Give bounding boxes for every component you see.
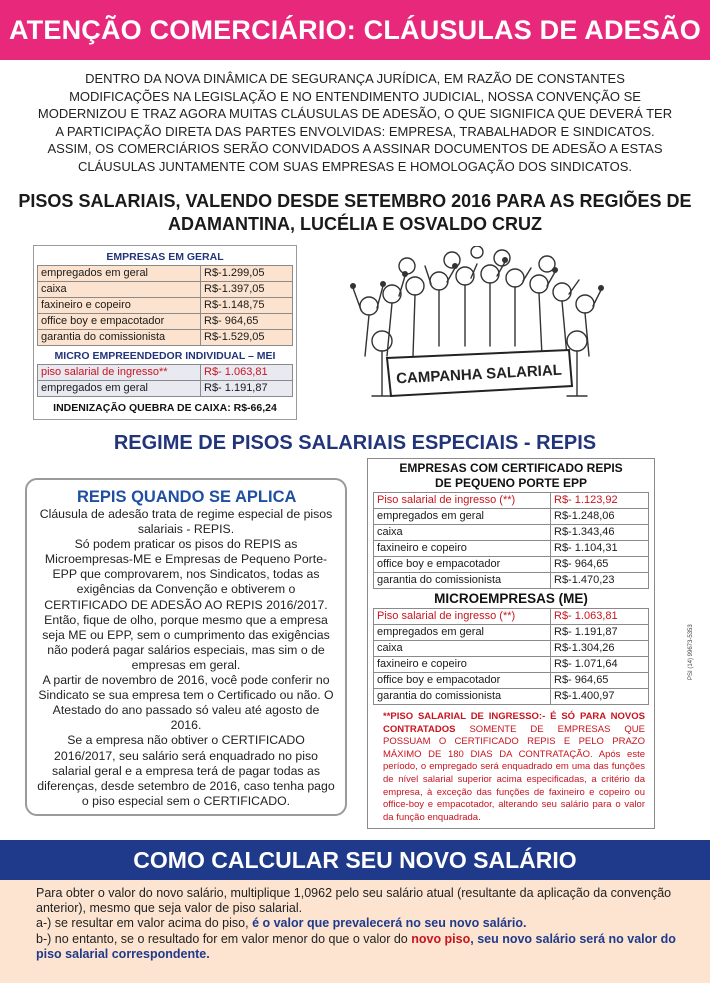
intro-line: MODIFICAÇÕES NA LEGISLAÇÃO E NO ENTENDIMENTO JUDICIAL, NOSSA CONVENÇÃO SE bbox=[69, 88, 641, 104]
row-value: R$- 964,65 bbox=[551, 557, 649, 573]
row-label: Piso salarial de ingresso (**) bbox=[374, 493, 551, 509]
row-label: empregados em geral bbox=[374, 509, 551, 525]
table-row bbox=[38, 298, 293, 314]
row-label: caixa bbox=[374, 641, 551, 657]
intro-line: A PARTICIPAÇÃO DIRETA DAS PARTES ENVOLVIDAS: EMPRESA, TRABALHADOR E SINDICATOS. bbox=[55, 123, 655, 139]
cartoon-banner-text: CAMPANHA SALARIAL bbox=[395, 361, 563, 388]
empresas-geral-table bbox=[37, 265, 293, 346]
row-label: Piso salarial de ingresso (**) bbox=[374, 609, 551, 625]
row-value: R$- 964,65 bbox=[551, 673, 649, 689]
calc-b-prefix: b-) no entanto, se o resultado for em valor menor do que o valor do bbox=[36, 931, 412, 946]
row-value: R$-1.397,05 bbox=[201, 282, 293, 298]
repis-heading: REGIME DE PISOS SALARIAIS ESPECIAIS - REPIS bbox=[113, 432, 597, 454]
row-label: office boy e empacotador bbox=[38, 314, 201, 330]
intro-line: MODERNIZOU E TRAZ AGORA MUITAS CLÁUSULAS DE ADESÃO, O QUE SIGNIFICA QUE DEVERÁ TER bbox=[37, 106, 673, 122]
table-row bbox=[38, 365, 293, 381]
table-row bbox=[374, 609, 649, 625]
epp-title-line: DE PEQUENO PORTE EPP bbox=[434, 476, 588, 490]
row-value: R$-1.400,97 bbox=[551, 689, 649, 705]
indenizacao-text: INDENIZAÇÃO QUEBRA DE CAIXA: R$-66,24 bbox=[53, 402, 277, 414]
row-label: caixa bbox=[38, 282, 201, 298]
intro-line: DENTRO DA NOVA DINÂMICA DE SEGURANÇA JURÍDICA, EM RAZÃO DE CONSTANTES bbox=[85, 71, 625, 86]
repis-paragraph: Se a empresa não obtiver o CERTIFICADO 2016/2017, seu salário será enquadrado no piso salarial geral e a empresa terá de pagar todas as diferenças, desde setembro de 2016, caso tenha pago o piso especial sem o CERTIFICADO. bbox=[37, 733, 335, 808]
intro-line: CLÁUSULAS JUNTAMENTE COM SUAS EMPRESAS E HOMOLOGAÇÃO DOS SINDICATOS. bbox=[77, 158, 633, 174]
mei-table bbox=[37, 364, 293, 397]
table-row bbox=[374, 509, 649, 525]
empresas-geral-title: EMPRESAS EM GERAL bbox=[106, 251, 224, 263]
table-row bbox=[374, 625, 649, 641]
row-label: faxineiro e copeiro bbox=[374, 541, 551, 557]
repis-paragraph: Cláusula de adesão trata de regime especial de pisos salariais - REPIS. bbox=[39, 507, 333, 537]
table-row bbox=[374, 689, 649, 705]
calc-title: COMO CALCULAR SEU NOVO SALÁRIO bbox=[133, 846, 577, 873]
table-row bbox=[38, 282, 293, 298]
row-value: R$-1.343,46 bbox=[551, 525, 649, 541]
certificado-repis-box bbox=[367, 458, 655, 829]
row-label: garantia do comissionista bbox=[374, 689, 551, 705]
table-row bbox=[38, 381, 293, 397]
row-value: R$- 1.191,87 bbox=[551, 625, 649, 641]
row-value: R$-1.470,23 bbox=[551, 573, 649, 589]
row-label: faxineiro e copeiro bbox=[374, 657, 551, 673]
row-value: R$- 1.063,81 bbox=[201, 365, 293, 381]
repis-paragraph: Então, fique de olho, porque mesmo que a empresa seja ME ou EPP, sem o cumprimento das exigências não poderá pagar salários especiais, mas sim o de empresas em geral. bbox=[42, 612, 330, 672]
calc-banner bbox=[0, 840, 710, 880]
intro-line: ASSIM, OS COMERCIÁRIOS SERÃO CONVIDADOS A ASSINAR DOCUMENTOS DE ADESÃO A ESTAS bbox=[47, 141, 663, 157]
row-label: garantia do comissionista bbox=[38, 330, 201, 346]
row-label: office boy e empacotador bbox=[374, 557, 551, 573]
row-value: R$- 1.104,31 bbox=[551, 541, 649, 557]
note-bold: **PISO SALARIAL DE INGRESSO:- É SÓ PARA NOVOS CONTRATADOS bbox=[383, 711, 645, 735]
calc-b-bold: , seu novo salário será no valor do piso salarial correspondente. bbox=[36, 931, 676, 961]
table-row bbox=[374, 493, 649, 509]
row-label: faxineiro e copeiro bbox=[38, 298, 201, 314]
row-value: R$- 964,65 bbox=[201, 314, 293, 330]
repis-paragraph: A partir de novembro de 2016, você pode conferir no Sindicato se sua empresa tem o Certificado ou não. O Atestado do ano passado só valeu até agosto de 2016. bbox=[38, 673, 334, 733]
row-value: R$- 1.191,87 bbox=[201, 381, 293, 397]
epp-title-line: EMPRESAS COM CERTIFICADO REPIS bbox=[399, 461, 623, 475]
epp-table bbox=[373, 492, 649, 589]
row-label: office boy e empacotador bbox=[374, 673, 551, 689]
calc-option-b bbox=[18, 932, 688, 962]
calc-b-red: novo piso bbox=[411, 931, 471, 946]
campanha-salarial-cartoon bbox=[347, 246, 609, 418]
row-label: empregados em geral bbox=[38, 381, 201, 397]
calc-line: Para obter o valor do novo salário, multiplique 1,0962 pelo seu salário atual (resultante da aplicação da convenção anterior), mesmo que seja valor de piso salarial. bbox=[36, 886, 672, 916]
calc-instructions bbox=[0, 880, 710, 983]
calc-a-prefix: a-) se resultar em valor acima do piso, bbox=[36, 916, 253, 931]
row-label: empregados em geral bbox=[374, 625, 551, 641]
row-value: R$-1.299,05 bbox=[201, 266, 293, 282]
piso-ingresso-note bbox=[383, 711, 645, 824]
row-value: R$- 1.123,92 bbox=[551, 493, 649, 509]
row-value: R$-1.529,05 bbox=[201, 330, 293, 346]
row-value: R$- 1.071,64 bbox=[551, 657, 649, 673]
calc-a-bold: é o valor que prevalecerá no seu novo salário. bbox=[252, 916, 527, 931]
repis-box-title: REPIS QUANDO SE APLICA bbox=[77, 488, 297, 506]
row-value: R$-1.148,75 bbox=[201, 298, 293, 314]
row-label: empregados em geral bbox=[38, 266, 201, 282]
side-credit-text: PSI (14) 99673-5353 bbox=[688, 624, 694, 680]
row-label: caixa bbox=[374, 525, 551, 541]
repis-info-box bbox=[25, 478, 347, 816]
intro-text bbox=[16, 70, 694, 176]
table-row bbox=[374, 541, 649, 557]
note-text: SOMENTE DE EMPRESAS QUE POSSUAM O CERTIFICADO REPIS E PELO PRAZO MÁXIMO DE 180 DIAS DA CONTRATAÇÃO. Após este período, o empregado será enquadrado em uma das funções de nível salarial superior acima especificadas, a critério da empresa, à exceção das funções de faxineiro e copeiro ou office-boy e empacotador, alterando seu salário para o valor da função enquadrada. bbox=[383, 723, 645, 823]
row-label: piso salarial de ingresso** bbox=[38, 365, 201, 381]
table-row bbox=[374, 657, 649, 673]
pisos-heading bbox=[10, 190, 700, 236]
row-value: R$-1.248,06 bbox=[551, 509, 649, 525]
row-label: garantia do comissionista bbox=[374, 573, 551, 589]
page-title: ATENÇÃO COMERCIÁRIO: CLÁUSULAS DE ADESÃO bbox=[8, 14, 701, 45]
pisos-heading-line: ADAMANTINA, LUCÉLIA E OSVALDO CRUZ bbox=[168, 214, 542, 234]
table-row bbox=[38, 314, 293, 330]
table-row bbox=[374, 525, 649, 541]
table-row bbox=[38, 330, 293, 346]
me-title: MICROEMPRESAS (ME) bbox=[434, 591, 588, 606]
side-credit bbox=[688, 610, 698, 680]
calc-option-a bbox=[18, 916, 688, 931]
repis-paragraph: Só podem praticar os pisos do REPIS as Microempresas-ME e Empresas de Pequeno Porte-EPP que comprovarem, nos Sindicatos, todas as exigências da Convenção e obtiverem o CERTIFICADO DE ADESÃO AO REPIS 2016/2017. bbox=[44, 537, 328, 612]
table-row bbox=[374, 673, 649, 689]
pisos-heading-line: PISOS SALARIAIS, VALENDO DESDE SETEMBRO 2016 PARA AS REGIÕES DE bbox=[18, 191, 692, 211]
empresas-geral-box bbox=[33, 245, 297, 420]
table-row bbox=[374, 573, 649, 589]
table-row bbox=[374, 641, 649, 657]
row-value: R$- 1.063,81 bbox=[551, 609, 649, 625]
table-row bbox=[38, 266, 293, 282]
mei-title: MICRO EMPREENDEDOR INDIVIDUAL – MEI bbox=[54, 350, 276, 362]
row-value: R$-1.304,26 bbox=[551, 641, 649, 657]
table-row bbox=[374, 557, 649, 573]
header-banner bbox=[0, 0, 710, 60]
me-table bbox=[373, 608, 649, 705]
